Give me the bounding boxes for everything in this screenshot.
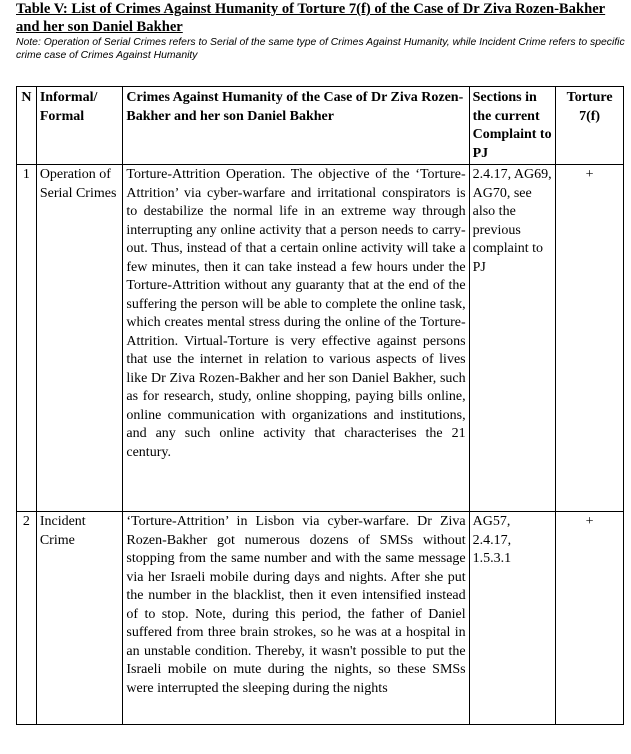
table-row [17, 512, 624, 725]
header-informal-formal: Informal/ Formal [36, 87, 123, 165]
row-sections: 2.4.17, AG69, AG70, see also the previous complaint to PJ [469, 165, 556, 512]
table-header-row [17, 87, 624, 165]
row-torture: + [556, 165, 624, 512]
header-torture: Torture 7(f) [556, 87, 624, 165]
table-row [17, 165, 624, 512]
row-number: 1 [17, 165, 37, 512]
row-torture: + [556, 512, 624, 725]
header-sections: Sections in the current Complaint to PJ [469, 87, 556, 165]
row-description: Torture-Attrition Operation. The objective of the ‘Torture-Attrition’ via cyber-warfare and irritational conspirators is to destabilize the normal life in an extreme way through interrupting any online activity that a person needs to carry-out. Thus, instead of that a certain online activity will take a few minutes, then it can take instead a few hours under the Torture-Attrition without any guaranty that at the end of the suffering the person will be able to complete the online task, which creates mental stress during the online of the Torture-Attrition. Virtual-Torture is very effective against persons that use the internet in relation to various aspects of lives like Dr Ziva Rozen-Bakher and her son Daniel Bakher, such as for research, study, online shopping, paying bills online, online communication with organizations and institutions, and any such online activity that characterises the 21 century. [123, 165, 469, 512]
row-form: Incident Crime [36, 512, 123, 725]
row-sections: AG57, 2.4.17, 1.5.3.1 [469, 512, 556, 725]
header-number: N [17, 87, 37, 165]
row-number: 2 [17, 512, 37, 725]
row-description: ‘Torture-Attrition’ in Lisbon via cyber-warfare. Dr Ziva Rozen-Bakher got numerous dozens of SMSs without stopping from the same number and with the same message via her Israeli mobile during days and nights. After she put the number in the blacklist, then it even intensified instead of to stop. Note, during this period, the father of Daniel suffered from three brain strokes, so he was at a hospital in an unstable condition. Thereby, it wasn't possible to put the Israeli mobile on mute during the nights, so these SMSs were interrupted the sleeping during the nights [123, 512, 469, 725]
table-note: Note: Operation of Serial Crimes refers to Serial of the same type of Crimes Against Humanity, while Incident Crime refers to specific crime case of Crimes Against Humanity [16, 37, 625, 61]
crimes-table [16, 86, 624, 725]
table-title: Table V: List of Crimes Against Humanity of Torture 7(f) of the Case of Dr Ziva Rozen-Bakher and her son Daniel Bakher [16, 1, 606, 35]
header-crimes: Crimes Against Humanity of the Case of Dr Ziva Rozen-Bakher and her son Daniel Bakher [123, 87, 469, 165]
row-form: Operation of Serial Crimes [36, 165, 123, 512]
